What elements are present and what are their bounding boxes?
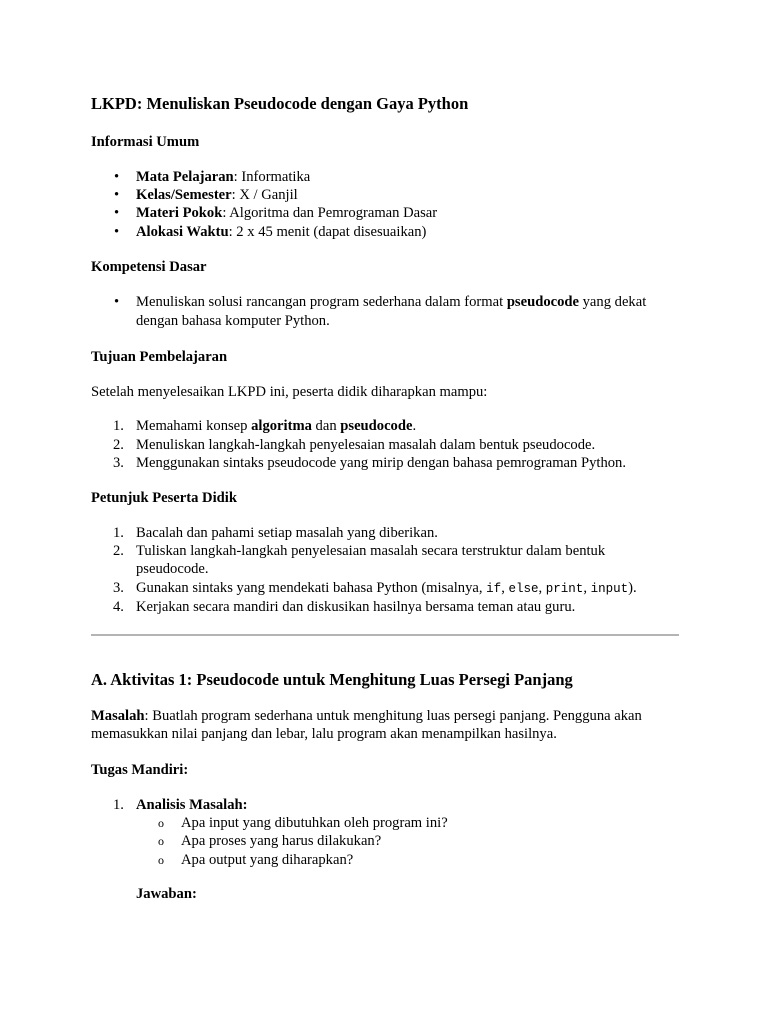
analisis-questions <box>136 814 679 869</box>
list-item <box>113 436 679 454</box>
text-run: , <box>501 579 509 596</box>
jawaban-label: Jawaban: <box>136 885 197 902</box>
list-number: 2. <box>113 436 124 453</box>
list-number: 1. <box>113 418 124 435</box>
item-label: Alokasi Waktu <box>136 223 229 240</box>
informasi-umum-list <box>91 168 679 241</box>
item-label: Materi Pokok <box>136 205 223 222</box>
text-run: dan <box>311 418 341 435</box>
list-number: 3. <box>113 579 124 596</box>
bold-run: pseudocode <box>340 418 413 435</box>
list-item <box>113 417 679 435</box>
list-item <box>113 598 679 616</box>
list-item <box>136 186 679 204</box>
code-run: print <box>545 581 584 596</box>
item-value: : 2 x 45 menit (dapat disesuaikan) <box>228 223 427 240</box>
list-item <box>113 542 679 578</box>
list-number: 2. <box>113 543 124 560</box>
text-run: Menuliskan solusi rancangan program sederhana dalam format <box>136 293 507 310</box>
list-number: 1. <box>113 796 124 813</box>
item-label: Mata Pelajaran <box>136 169 234 185</box>
text-run: Menggunakan sintaks pseudocode yang mirip dengan bahasa pemrograman Python. <box>136 454 626 471</box>
text-run: yang dekat dengan bahasa komputer Python. <box>136 293 647 329</box>
list-number: 1. <box>113 524 124 541</box>
circle-bullet-icon: o <box>158 816 164 831</box>
masalah-paragraph <box>91 707 679 744</box>
kompetensi-dasar-list <box>91 293 679 331</box>
circle-bullet-icon: o <box>158 852 164 867</box>
list-item <box>136 204 679 222</box>
list-item <box>158 851 679 869</box>
document-body <box>91 93 679 903</box>
bold-run: pseudocode <box>506 293 579 310</box>
bold-run: algoritma <box>251 418 312 435</box>
list-number: 4. <box>113 598 124 615</box>
tugas-list <box>91 796 679 903</box>
code-run: input <box>590 581 629 596</box>
masalah-text: : Buatlah program sederhana untuk menghitung luas persegi panjang. Pengguna akan memasukkan nilai panjang dan lebar, lalu program akan menampilkan hasilnya. <box>91 707 642 743</box>
text-run: Tuliskan langkah-langkah penyelesaian masalah secara terstruktur dalam bentuk pseudocode. <box>136 543 606 578</box>
list-item <box>113 796 679 903</box>
item-value: : Informatika <box>233 169 311 185</box>
list-item <box>136 223 679 241</box>
list-item <box>113 579 679 598</box>
heading-informasi-umum: Informasi Umum <box>91 134 200 150</box>
text-run: Memahami konsep <box>136 418 252 435</box>
item-value: : Algoritma dan Pemrograman Dasar <box>222 205 438 222</box>
circle-bullet-icon: o <box>158 834 164 849</box>
text-run: Kerjakan secara mandiri dan diskusikan hasilnya bersama teman atau guru. <box>136 598 576 615</box>
list-number: 3. <box>113 454 124 471</box>
text-run: Gunakan sintaks yang mendekati bahasa Python (misalnya, <box>136 579 487 596</box>
text-run: , <box>538 579 546 596</box>
list-item <box>113 454 679 472</box>
text-run: , <box>583 579 591 596</box>
list-item <box>136 168 679 186</box>
petunjuk-list <box>91 524 679 616</box>
heading-kompetensi-dasar: Kompetensi Dasar <box>91 258 207 275</box>
heading-tujuan-pembelajaran: Tujuan Pembelajaran <box>91 348 228 365</box>
item-value: : X / Ganjil <box>231 187 298 204</box>
code-run: if <box>486 581 502 596</box>
question-text: Apa output yang diharapkan? <box>181 851 354 868</box>
text-run: Bacalah dan pahami setiap masalah yang diberikan. <box>136 524 438 541</box>
item-label: Kelas/Semester <box>136 187 232 204</box>
heading-aktivitas-1: A. Aktivitas 1: Pseudocode untuk Menghitung Luas Persegi Panjang <box>91 669 573 689</box>
text-run: . <box>412 418 417 435</box>
question-text: Apa proses yang harus dilakukan? <box>181 833 382 850</box>
tujuan-intro: Setelah menyelesaikan LKPD ini, peserta didik diharapkan mampu: <box>91 383 488 400</box>
heading-petunjuk: Petunjuk Peserta Didik <box>91 489 237 506</box>
code-run: else <box>508 581 539 596</box>
document-title: LKPD: Menuliskan Pseudocode dengan Gaya Python <box>91 94 469 113</box>
heading-tugas-mandiri: Tugas Mandiri: <box>91 761 189 778</box>
masalah-label: Masalah <box>91 707 145 724</box>
question-text: Apa input yang dibutuhkan oleh program ini? <box>181 815 448 832</box>
text-run: ). <box>628 579 637 596</box>
text-run: Menuliskan langkah-langkah penyelesaian masalah dalam bentuk pseudocode. <box>136 436 596 453</box>
list-item <box>158 814 679 832</box>
list-item <box>113 524 679 542</box>
list-item <box>136 293 679 331</box>
tujuan-list <box>91 417 679 472</box>
list-item <box>158 832 679 850</box>
analisis-label: Analisis Masalah: <box>136 796 248 813</box>
